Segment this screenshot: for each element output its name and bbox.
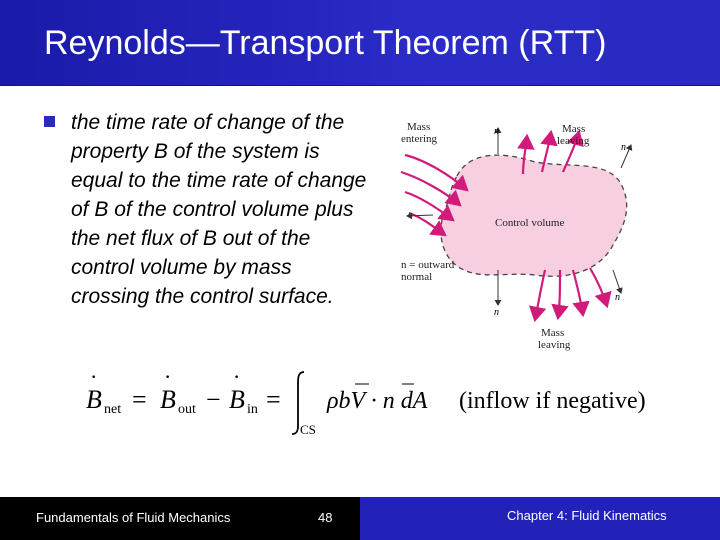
equation-dot: ·: [164, 370, 172, 389]
page-number: 48: [318, 510, 333, 525]
equation-integrand: ρbV · n dA: [327, 388, 428, 414]
equation-b: B: [160, 385, 176, 414]
normal-vector-arrow: [407, 215, 433, 216]
slide-title: Reynolds—Transport Theorem (RTT): [44, 24, 607, 62]
mass-entering-arrow: [409, 213, 445, 235]
mass-leaving-top-label: leaving: [557, 135, 590, 147]
control-volume-label: Control volume: [495, 217, 565, 229]
equation-dot: ·: [233, 370, 241, 389]
footer: [0, 497, 720, 540]
bullet-marker: [44, 116, 55, 127]
normal-vector-arrow: [613, 270, 621, 293]
mass-leaving-top-label: Mass: [562, 123, 586, 135]
equation-b: B: [86, 385, 102, 414]
equation-sub-out: out: [178, 402, 196, 417]
control-volume-diagram: [395, 110, 635, 360]
equation-sub-in: in: [247, 402, 258, 417]
outward-normal-label: normal: [401, 271, 433, 283]
normal-label: n: [494, 126, 499, 137]
equation-equals: =: [266, 385, 281, 414]
rtt-equation: [84, 370, 664, 440]
normal-label: n: [494, 307, 499, 318]
mass-entering-label: Mass: [407, 121, 431, 133]
mass-leaving-arrow: [590, 268, 607, 306]
equation-minus: −: [206, 385, 221, 414]
mass-leaving-arrow: [535, 270, 545, 320]
footer-left-panel: [0, 497, 360, 540]
mass-entering-label: entering: [401, 133, 438, 145]
equation-note: (inflow if negative): [459, 388, 646, 414]
normal-label: n: [621, 142, 626, 153]
mass-leaving-arrow: [573, 270, 583, 315]
normal-label: n: [615, 292, 620, 303]
bullet-text: the time rate of change of the property B of the system is equal to the time rate of change of B of the control volume plus the net flux of B out of the control volume by mass crossing the control surface.: [71, 111, 367, 308]
equation-b: B: [229, 385, 245, 414]
outward-normal-label: n = outward: [401, 259, 455, 271]
footer-course-title: Fundamentals of Fluid Mechanics: [36, 510, 231, 525]
equation-dot: ·: [90, 370, 98, 389]
mass-leaving-bottom-label: leaving: [538, 339, 571, 351]
control-volume-region: [441, 155, 627, 276]
title-bar: [0, 0, 720, 86]
integral-subscript: CS: [300, 422, 316, 437]
footer-chapter-title: Chapter 4: Fluid Kinematics: [507, 508, 667, 523]
equation-equals: =: [132, 385, 147, 414]
equation-sub-net: net: [104, 402, 122, 417]
mass-leaving-arrow: [558, 270, 560, 318]
mass-leaving-bottom-label: Mass: [541, 327, 565, 339]
